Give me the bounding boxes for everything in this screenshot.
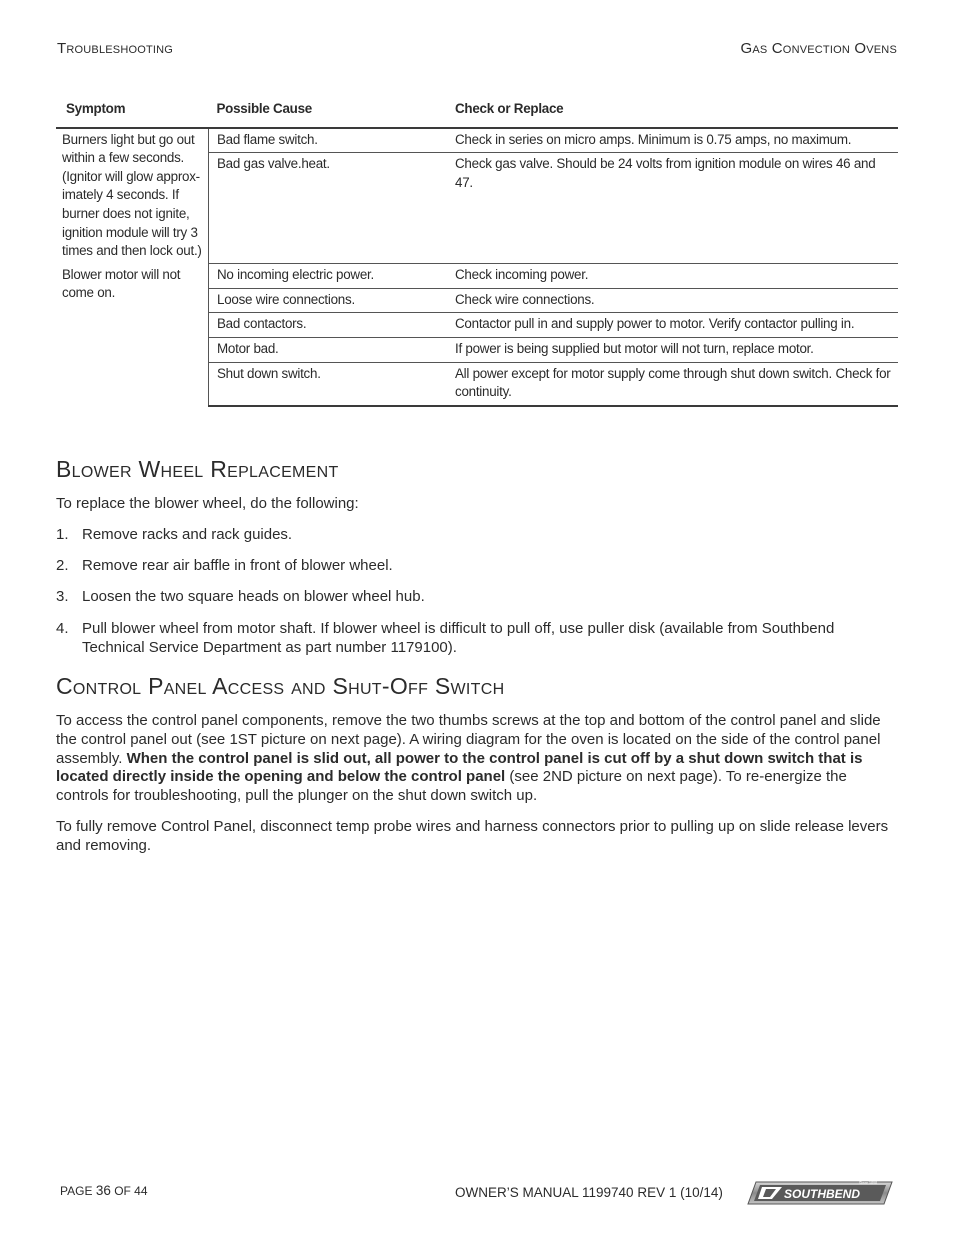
check-cell: Check wire connections. <box>445 288 898 313</box>
control-p1-warning: When the control panel is slid out, all power to the control panel is cut off by a shut down switch that is located directly inside the opening and below the control panel <box>56 749 863 786</box>
cause-cell: Bad flame switch. <box>209 128 446 153</box>
column-header-check: Check or Replace <box>445 100 898 128</box>
control-paragraph-1 <box>56 712 898 806</box>
section-title-control-panel: Control Panel Access and Shut-Off Switch <box>56 673 505 699</box>
section-title-blower: Blower Wheel Replacement <box>56 456 339 482</box>
check-cell: Check in series on micro amps. Minimum is 0.75 amps, no maximum. <box>445 128 898 153</box>
page-of: OF 44 <box>114 1184 148 1198</box>
cause-cell: Motor bad. <box>209 338 446 363</box>
logo-since: Since 1898 <box>859 1181 877 1186</box>
check-cell: All power except for motor supply come through shut down switch. Check for continuity. <box>445 362 898 406</box>
southbend-logo <box>746 1180 894 1206</box>
check-cell: Contactor pull in and supply power to motor. Verify contactor pulling in. <box>445 313 898 338</box>
page-number <box>60 1183 148 1198</box>
step-number: 3. <box>56 588 69 605</box>
manual-reference: OWNER’S MANUAL 1199740 REV 1 (10/14) <box>455 1185 723 1200</box>
step-text: Loosen the two square heads on blower wheel hub. <box>82 588 425 605</box>
step-number: 1. <box>56 526 69 543</box>
table-row <box>56 264 898 289</box>
cause-cell: No incoming electric power. <box>209 264 446 289</box>
list-item <box>56 620 898 658</box>
step-number: 4. <box>56 620 69 637</box>
column-header-symptom: Symptom <box>56 100 209 128</box>
running-header-left: Troubleshooting <box>57 40 174 57</box>
check-cell: If power is being supplied but motor will not turn, replace motor. <box>445 338 898 363</box>
list-item <box>56 526 898 545</box>
list-item <box>56 557 898 576</box>
page-label: PAGE <box>60 1184 93 1198</box>
cause-cell: Loose wire connections. <box>209 288 446 313</box>
page-num: 36 <box>95 1183 111 1198</box>
check-cell: Check gas valve. Should be 24 volts from ignition module on wires 46 and 47. <box>445 153 898 264</box>
cause-cell: Bad contactors. <box>209 313 446 338</box>
table-row <box>56 128 898 153</box>
control-p1-start: To access the control panel components, remove the two thumbs screws at the top and bottom of the control panel and slide the control panel out (see 1ST picture on next page). A wiring diagram for the oven is located on the side of the control panel assembly. <box>56 712 881 767</box>
step-text: Remove racks and rack guides. <box>82 526 293 543</box>
control-paragraph-2: To fully remove Control Panel, disconnect temp probe wires and harness connectors prior to pulling up on slide release levers and removing. <box>56 818 889 854</box>
step-text: Remove rear air baffle in front of blower wheel. <box>82 557 393 574</box>
step-text: Pull blower wheel from motor shaft. If blower wheel is difficult to pull off, use puller disk (available from Southbend Technical Service Department as part number 1179100). <box>82 620 835 656</box>
symptom-cell: Burners light but go out within a few seconds. (Ignitor will glow approx-imately 4 seconds. If burner does not ignite, ignition module will try 3 times and then lock out.) <box>62 131 202 259</box>
check-cell: Check incoming power. <box>445 264 898 289</box>
list-item <box>56 588 898 607</box>
running-header-right: Gas Convection Ovens <box>740 40 897 57</box>
control-p1-end: (see 2ND picture on next page). To re-energize the controls for troubleshooting, pull the plunger on the shut down switch up. <box>56 768 847 805</box>
column-header-cause: Possible Cause <box>209 100 446 128</box>
logo-text: SOUTHBEND <box>784 1187 861 1201</box>
table-header-row <box>56 100 898 128</box>
cause-cell: Shut down switch. <box>209 362 446 406</box>
step-number: 2. <box>56 557 69 574</box>
troubleshooting-table <box>56 100 898 407</box>
cause-cell: Bad gas valve.heat. <box>209 153 446 264</box>
symptom-cell: Blower motor will not come on. <box>62 266 181 301</box>
blower-intro: To replace the blower wheel, do the following: <box>56 495 359 512</box>
